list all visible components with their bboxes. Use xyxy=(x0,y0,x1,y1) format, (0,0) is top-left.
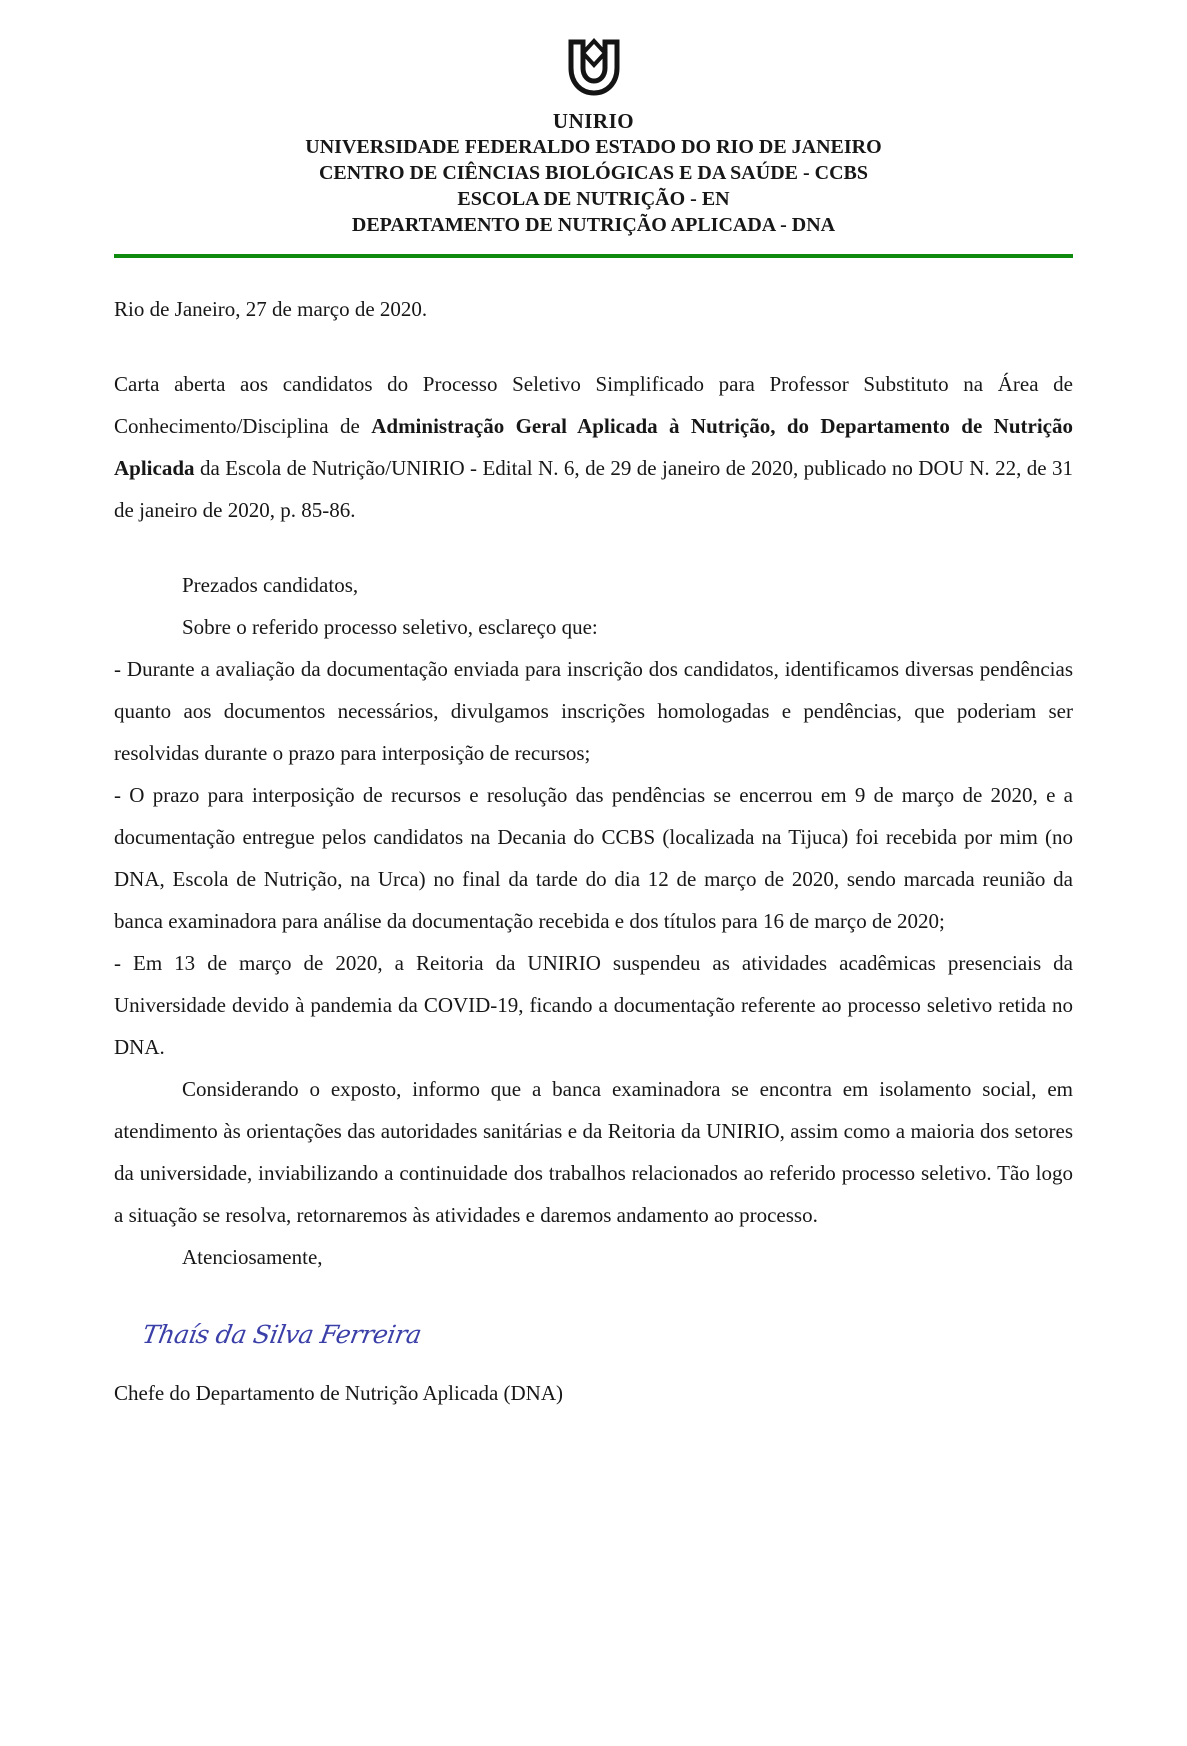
intro-text-bold: Administração Geral Aplicada à Nutrição, do Departamento de Nutrição Aplicada xyxy=(114,414,1073,480)
intro-text-end: da Escola de Nutrição/UNIRIO - Edital N. 6, de 29 de janeiro de 2020, publicado no DOU N. 22, de 31 de janeiro de 2020, p. 85-86. xyxy=(114,456,1073,522)
salutation: Prezados candidatos, xyxy=(182,573,359,597)
item-paragraph-2: - O prazo para interposição de recursos e resolução das pendências se encerrou em 9 de março de 2020, e a documentação entregue pelos candidatos na Decania do CCBS (localizada na Tijuca) foi recebida por mim (no DNA, Escola de Nutrição, na Urca) no final da tarde do dia 12 de março de 2020, sendo marcada reunião da banca examinadora para análise da documentação recebida e dos títulos para 16 de março de 2020; xyxy=(114,783,1073,933)
dateline: Rio de Janeiro, 27 de março de 2020. xyxy=(114,297,428,321)
item-paragraph-1: - Durante a avaliação da documentação enviada para inscrição dos candidatos, identificamos diversas pendências quanto aos documentos necessários, divulgamos inscrições homologadas e pendências, que poderiam ser resolvidas durante o prazo para interposição de recursos; xyxy=(114,657,1073,765)
signer-title: Chefe do Departamento de Nutrição Aplicada (DNA) xyxy=(114,1381,563,1405)
farewell: Atenciosamente, xyxy=(182,1245,323,1269)
org-line-department: DEPARTAMENTO DE NUTRIÇÃO APLICADA - DNA xyxy=(351,214,836,236)
signature-handwriting: Thaís da Silva Ferreira xyxy=(140,1320,424,1349)
opening-line: Sobre o referido processo seletivo, esclareço que: xyxy=(182,615,598,639)
org-line-university: UNIVERSIDADE FEDERALDO ESTADO DO RIO DE JANEIRO xyxy=(305,136,882,158)
intro-text-start: Carta aberta aos candidatos do Processo Seletivo Simplificado para Professor Substituto na Área de Conhecimento/Disciplina de xyxy=(114,372,1073,438)
item-paragraph-3: - Em 13 de março de 2020, a Reitoria da UNIRIO suspendeu as atividades acadêmicas presenciais da Universidade devido à pandemia da COVID-19, ficando a documentação referente ao processo seletivo retida no DNA. xyxy=(114,951,1073,1059)
letter-body xyxy=(114,288,1073,1414)
intro-paragraph xyxy=(114,363,1073,531)
unirio-logo-icon xyxy=(114,38,1073,102)
org-line-school: ESCOLA DE NUTRIÇÃO - EN xyxy=(457,188,730,210)
header-divider xyxy=(114,254,1073,258)
org-acronym: UNIRIO xyxy=(552,109,635,133)
org-line-center: CENTRO DE CIÊNCIAS BIOLÓGICAS E DA SAÚDE - CCBS xyxy=(318,162,868,184)
closing-paragraph: Considerando o exposto, informo que a banca examinadora se encontra em isolamento social, em atendimento às orientações das autoridades sanitárias e da Reitoria da UNIRIO, assim como a maioria dos setores da universidade, inviabilizando a continuidade dos trabalhos relacionados ao referido processo seletivo. Tão logo a situação se resolva, retornaremos às atividades e daremos andamento ao processo. xyxy=(114,1077,1073,1227)
letterhead xyxy=(114,38,1073,258)
